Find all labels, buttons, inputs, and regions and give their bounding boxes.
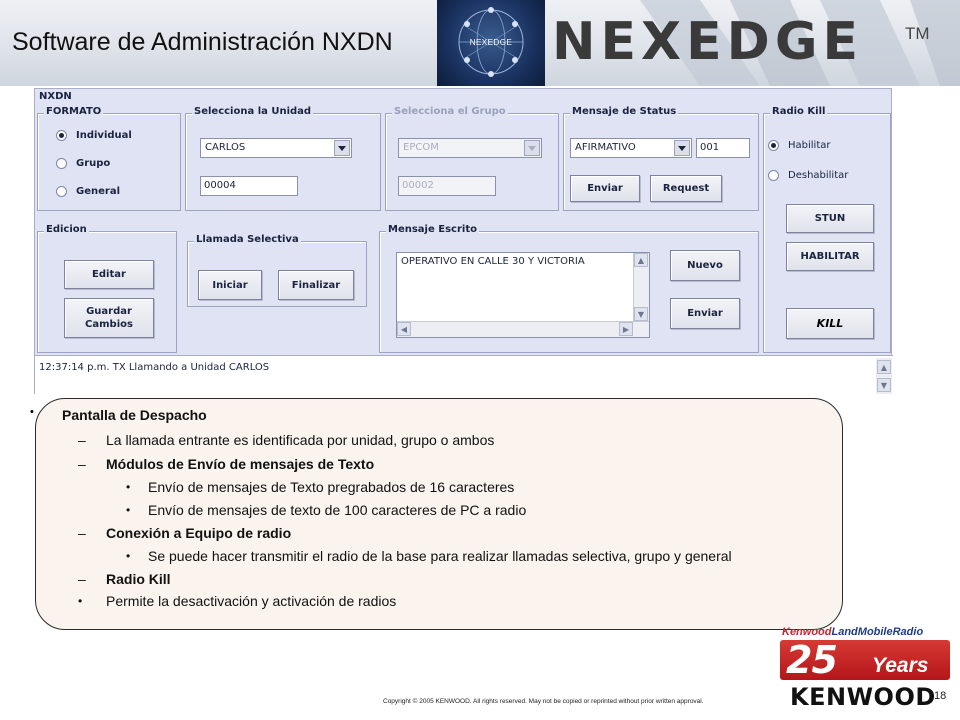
panel-heading: Pantalla de Despacho bbox=[62, 407, 207, 423]
edit-button[interactable]: Editar bbox=[64, 260, 154, 289]
kenwood-lmr-label bbox=[782, 626, 923, 638]
unidad-group bbox=[185, 106, 381, 211]
activity-log-text: 12:37:14 p.m. TX Llamando a Unidad CARLOS bbox=[39, 362, 270, 373]
radio-kill-legend: Radio Kill bbox=[772, 106, 826, 117]
bullet-item-1: La llamada entrante es identificada por unidad, grupo o ambos bbox=[106, 432, 495, 448]
status-send-button[interactable]: Enviar bbox=[570, 175, 640, 202]
dash-marker: – bbox=[78, 571, 86, 587]
grupo-legend: Selecciona el Grupo bbox=[394, 106, 506, 117]
radio-individual-indicator[interactable] bbox=[56, 130, 67, 141]
grupo-group bbox=[385, 106, 559, 211]
bullet-item-3: Conexión a Equipo de radio bbox=[106, 525, 292, 541]
llamada-group bbox=[187, 234, 367, 307]
radio-general-label: General bbox=[76, 186, 120, 197]
bullet-item-3-sub-1: Se puede hacer transmitir el radio de la base para realizar llamadas selectiva, grupo y general bbox=[148, 548, 732, 564]
kenwood-logo: KENWOOD bbox=[790, 683, 936, 711]
written-message-textarea[interactable] bbox=[396, 252, 650, 338]
status-code-field[interactable]: 001 bbox=[696, 138, 750, 158]
bullet-item-4: Radio Kill bbox=[106, 571, 171, 587]
chevron-down-icon[interactable] bbox=[334, 140, 350, 156]
dot-marker: • bbox=[78, 594, 83, 608]
bullet-item-4-sub-1: Permite la desactivación y activación de radios bbox=[106, 593, 397, 609]
radio-general[interactable] bbox=[56, 186, 120, 197]
status-combo-value: AFIRMATIVO bbox=[575, 142, 636, 153]
formato-legend: FORMATO bbox=[46, 106, 102, 117]
status-combo[interactable] bbox=[570, 138, 692, 158]
nexedge-globe-logo bbox=[437, 0, 545, 86]
unidad-id-field[interactable]: 00004 bbox=[200, 176, 298, 196]
scroll-up-icon[interactable]: ▲ bbox=[634, 253, 648, 267]
status-request-button[interactable]: Request bbox=[650, 175, 722, 202]
unidad-combo-value: CARLOS bbox=[205, 142, 246, 153]
bullet-item-2: Módulos de Envío de mensajes de Texto bbox=[106, 456, 375, 472]
radio-grupo-label: Grupo bbox=[76, 158, 111, 169]
radio-kill-group bbox=[763, 106, 891, 353]
scroll-down-icon[interactable]: ▼ bbox=[634, 307, 648, 321]
radio-deshabilitar[interactable] bbox=[768, 170, 848, 181]
grupo-combo[interactable] bbox=[398, 138, 542, 158]
radio-grupo-indicator[interactable] bbox=[56, 158, 67, 169]
message-horizontal-scrollbar[interactable] bbox=[397, 321, 649, 337]
radio-general-indicator[interactable] bbox=[56, 186, 67, 197]
anniversary-badge bbox=[780, 640, 950, 680]
chevron-down-icon[interactable] bbox=[674, 140, 690, 156]
trademark-mark: TM bbox=[905, 24, 930, 43]
anniversary-years: Years bbox=[872, 654, 929, 677]
radio-individual[interactable] bbox=[56, 130, 132, 141]
radio-deshabilitar-indicator[interactable] bbox=[768, 170, 779, 181]
radio-habilitar-indicator[interactable] bbox=[768, 140, 779, 151]
kill-button[interactable]: KILL bbox=[786, 308, 874, 339]
mensaje-escrito-group bbox=[379, 224, 759, 353]
dot-marker: • bbox=[126, 549, 131, 563]
kenwood-lmr-label-b: LandMobileRadio bbox=[831, 626, 924, 638]
radio-habilitar-label: Habilitar bbox=[788, 140, 831, 151]
status-legend: Mensaje de Status bbox=[572, 106, 677, 117]
dot-marker: • bbox=[126, 503, 131, 517]
radio-individual-label: Individual bbox=[76, 130, 132, 141]
save-changes-label-1: Guardar bbox=[86, 306, 132, 317]
copyright-notice: Copyright © 2005 KENWOOD. All rights reserved. May not be copied or reprinted without prior written approval. bbox=[383, 698, 704, 705]
globe-label: NEXEDGE bbox=[469, 38, 513, 47]
dash-marker: – bbox=[78, 525, 86, 541]
app-title: NXDN bbox=[39, 91, 72, 102]
end-call-button[interactable]: Finalizar bbox=[278, 270, 354, 300]
start-call-button[interactable]: Iniciar bbox=[198, 270, 262, 300]
stun-button[interactable]: STUN bbox=[786, 204, 874, 233]
chevron-down-icon[interactable] bbox=[524, 140, 540, 156]
radio-deshabilitar-label: Deshabilitar bbox=[788, 170, 849, 181]
anniversary-number: 25 bbox=[786, 640, 837, 680]
kenwood-lmr-label-a: Kenwood bbox=[782, 626, 832, 638]
written-message-text: OPERATIVO EN CALLE 30 Y VICTORIA bbox=[401, 256, 585, 267]
nexedge-wordmark: NEXEDGE bbox=[552, 12, 864, 72]
save-changes-button[interactable] bbox=[64, 298, 154, 338]
grupo-id-field[interactable]: 00002 bbox=[398, 176, 496, 196]
habilitar-button[interactable]: HABILITAR bbox=[786, 242, 874, 271]
nxdn-dispatch-window bbox=[34, 88, 892, 394]
dash-marker: – bbox=[78, 432, 86, 448]
status-group bbox=[563, 106, 759, 211]
mensaje-escrito-legend: Mensaje Escrito bbox=[388, 224, 477, 235]
dash-marker: – bbox=[78, 456, 86, 472]
scroll-up-icon[interactable]: ▲ bbox=[877, 360, 891, 374]
save-changes-label-2: Cambios bbox=[85, 319, 133, 330]
page-number: 18 bbox=[934, 690, 947, 702]
bullet-dot: • bbox=[30, 406, 34, 418]
scroll-left-icon[interactable]: ◀ bbox=[397, 322, 411, 336]
llamada-legend: Llamada Selectiva bbox=[196, 234, 299, 245]
slide-header bbox=[0, 0, 960, 86]
slide-title: Software de Administración NXDN bbox=[12, 28, 393, 56]
scroll-down-icon[interactable]: ▼ bbox=[877, 378, 891, 392]
radio-grupo[interactable] bbox=[56, 158, 110, 169]
bullet-item-2-sub-1: Envío de mensajes de Texto pregrabados de 16 caracteres bbox=[148, 479, 515, 495]
formato-group bbox=[37, 106, 181, 211]
message-vertical-scrollbar[interactable] bbox=[633, 253, 649, 321]
activity-log[interactable] bbox=[35, 355, 893, 395]
grupo-combo-value: EPCOM bbox=[403, 142, 439, 153]
description-panel bbox=[35, 398, 843, 630]
send-message-button[interactable]: Enviar bbox=[670, 298, 740, 329]
new-message-button[interactable]: Nuevo bbox=[670, 250, 740, 281]
unidad-combo[interactable] bbox=[200, 138, 352, 158]
scroll-right-icon[interactable]: ▶ bbox=[619, 322, 633, 336]
dot-marker: • bbox=[126, 480, 131, 494]
bullet-item-2-sub-2: Envío de mensajes de texto de 100 caracteres de PC a radio bbox=[148, 502, 527, 518]
radio-habilitar[interactable] bbox=[768, 140, 831, 151]
log-scrollbar[interactable] bbox=[876, 358, 892, 394]
unidad-legend: Selecciona la Unidad bbox=[194, 106, 312, 117]
edicion-legend: Edicion bbox=[46, 224, 87, 235]
edicion-group bbox=[37, 224, 177, 353]
